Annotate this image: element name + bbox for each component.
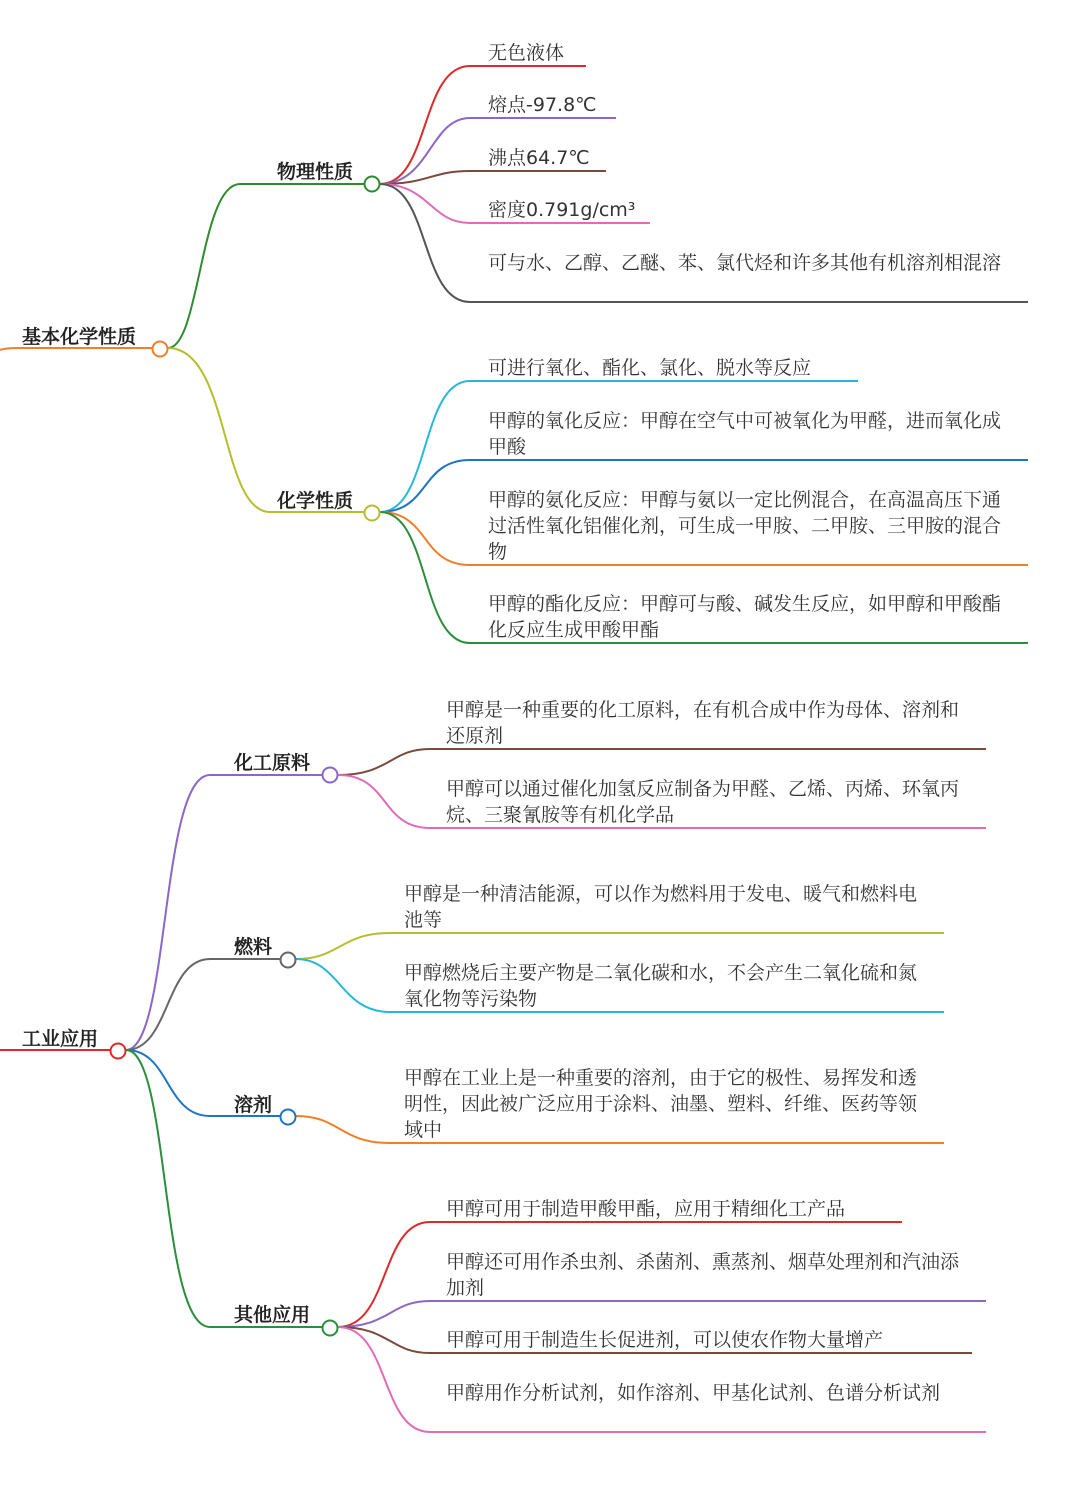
leaf-density: 密度0.791g/cm³ (488, 199, 636, 221)
node-industrial-applications[interactable]: 工业应用 (22, 1028, 99, 1050)
node-other-applications[interactable]: 其他应用 (234, 1304, 311, 1326)
leaf-raw-material-1: 甲醇是一种重要的化工原料，在有机合成中作为母体、溶剂和还原剂 (446, 699, 960, 747)
leaf-esterification: 甲醇的酯化反应：甲醇可与酸、碱发生反应，如甲醇和甲酸酯化反应生成甲酸甲酯 (488, 593, 1002, 641)
node-basic-chemical-properties[interactable]: 基本化学性质 (22, 326, 137, 348)
node-solvent[interactable]: 溶剂 (234, 1094, 273, 1116)
leaf-solvent-1: 甲醇在工业上是一种重要的溶剂，由于它的极性、易挥发和透明性，因此被广泛应用于涂料、油墨、塑料、纤维、医药等领域中 (404, 1067, 918, 1141)
node-chemical-raw-material[interactable]: 化工原料 (234, 752, 311, 774)
node-toggle-basic (153, 342, 168, 357)
node-fuel[interactable]: 燃料 (234, 936, 273, 958)
leaf-reactions: 可进行氧化、酯化、氯化、脱水等反应 (488, 357, 812, 379)
leaf-melting-point: 熔点-97.8℃ (488, 94, 597, 116)
leaf-other-3: 甲醇可用于制造生长促进剂，可以使农作物大量增产 (446, 1329, 884, 1351)
leaf-raw-material-2: 甲醇可以通过催化加氢反应制备为甲醛、乙烯、丙烯、环氧丙烷、三聚氰胺等有机化学品 (446, 778, 960, 826)
leaf-other-4: 甲醇用作分析试剂，如作溶剂、甲基化试剂、色谱分析试剂 (446, 1382, 941, 1404)
leaf-fuel-2: 甲醇燃烧后主要产物是二氧化碳和水，不会产生二氧化硫和氮氧化物等污染物 (404, 962, 918, 1010)
node-physical-properties[interactable]: 物理性质 (277, 161, 354, 183)
leaf-ammoniation: 甲醇的氨化反应：甲醇与氨以一定比例混合，在高温高压下通过活性氧化铝催化剂，可生成一甲胺、二甲胺、三甲胺的混合物 (488, 489, 1002, 563)
leaf-fuel-1: 甲醇是一种清洁能源，可以作为燃料用于发电、暖气和燃料电池等 (404, 883, 918, 931)
leaf-colorless-liquid: 无色液体 (488, 42, 565, 64)
leaf-oxidation: 甲醇的氧化反应：甲醇在空气中可被氧化为甲醛，进而氧化成甲酸 (488, 410, 1002, 458)
leaf-boiling-point: 沸点64.7℃ (488, 147, 590, 169)
leaf-miscibility: 可与水、乙醇、乙醚、苯、氯代烃和许多其他有机溶剂相混溶 (488, 252, 1002, 274)
leaf-other-1: 甲醇可用于制造甲酸甲酯，应用于精细化工产品 (446, 1198, 846, 1220)
node-chemical-properties[interactable]: 化学性质 (277, 490, 354, 512)
leaf-other-2: 甲醇还可用作杀虫剂、杀菌剂、熏蒸剂、烟草处理剂和汽油添加剂 (446, 1251, 960, 1299)
